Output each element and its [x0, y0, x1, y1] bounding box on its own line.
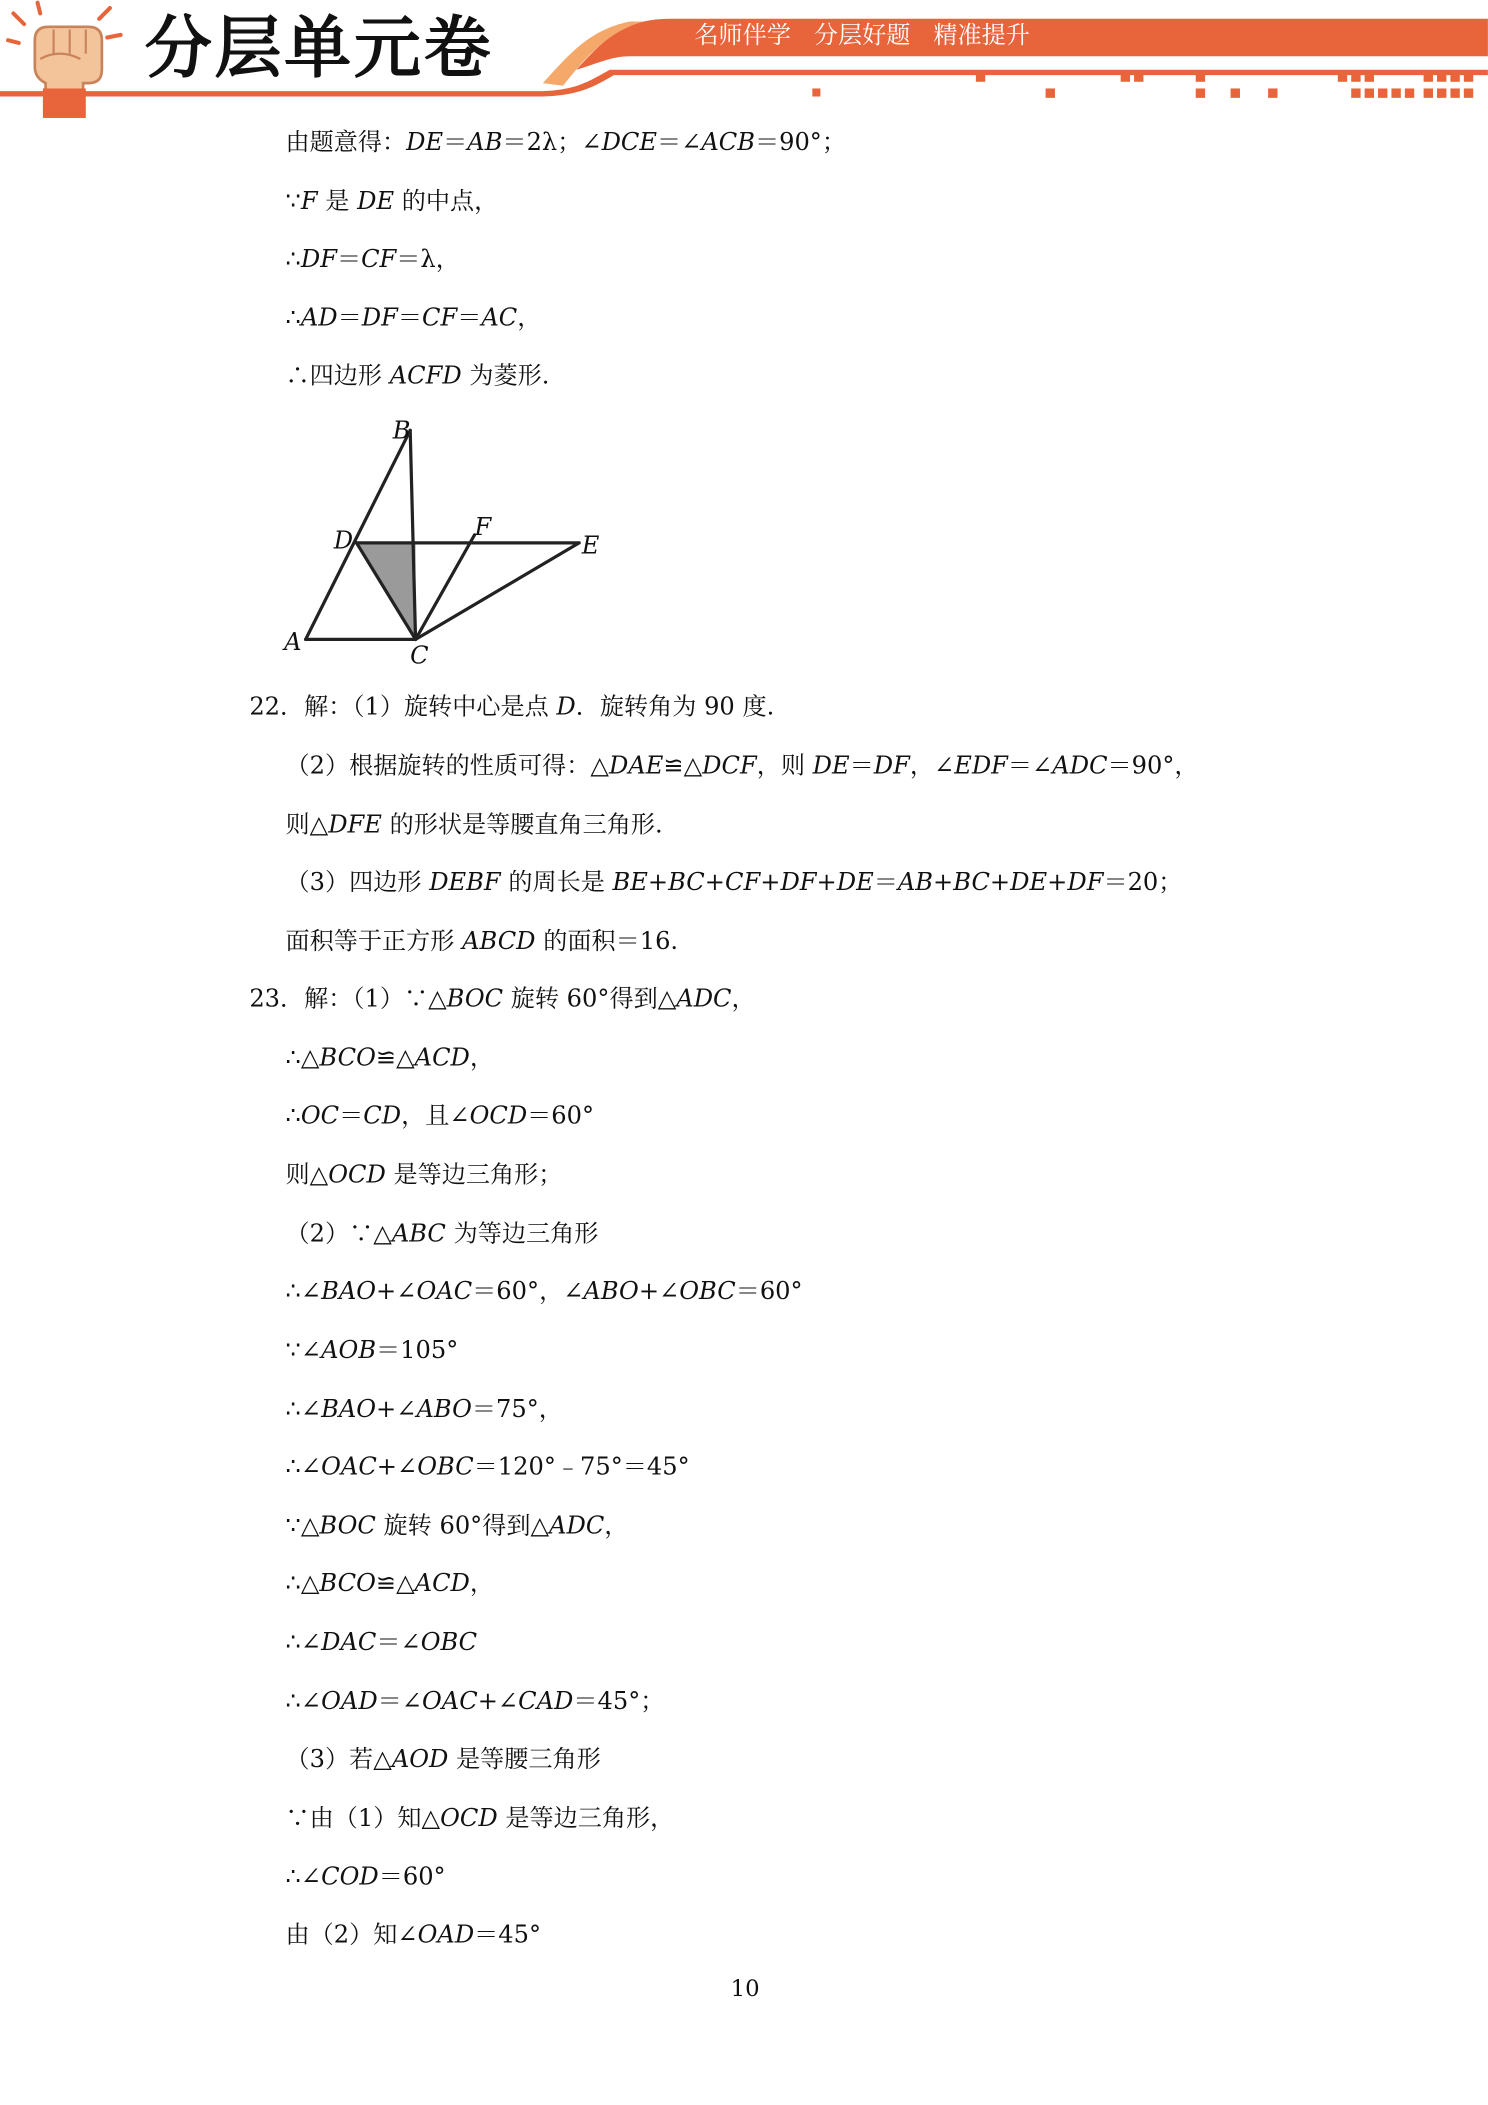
- text-run: 是等边三角形；: [385, 1160, 563, 1190]
- math-symbol: DCE: [601, 128, 657, 157]
- text-run: ＝60°: [527, 1101, 595, 1131]
- math-symbol: OBC: [417, 1453, 474, 1482]
- text-run: ＝: [336, 245, 362, 274]
- text-run: （3）四边形: [285, 868, 430, 897]
- math-symbol: ABO: [416, 1395, 472, 1424]
- text-run: ∴∠: [285, 1628, 322, 1657]
- text-run: ∴△: [285, 1569, 320, 1598]
- text-run: ，: [469, 1569, 495, 1598]
- math-symbol: ACB: [701, 128, 755, 157]
- text-run: ∴∠: [285, 1687, 322, 1716]
- text-line: [286, 925, 679, 960]
- math-symbol: OBC: [679, 1277, 736, 1306]
- point-label-f: F: [474, 512, 492, 541]
- text-run: ∴∠: [285, 1277, 322, 1306]
- text-run: ＝: [397, 304, 423, 333]
- math-symbol: BE: [612, 868, 648, 897]
- math-symbol: BAO: [321, 1395, 377, 1424]
- math-symbol: EDF: [954, 752, 1008, 781]
- text-line: [286, 126, 846, 161]
- text-run: ＝90°；: [754, 128, 847, 157]
- text-run: 22．解：（1）旋转中心是点: [249, 693, 557, 722]
- geometry-figure: [268, 409, 617, 677]
- text-run: ，: [604, 1512, 629, 1541]
- text-run: ＝: [443, 128, 468, 157]
- text-run: ＝: [339, 1101, 364, 1131]
- text-line: [286, 1567, 494, 1602]
- text-run: ，则: [756, 752, 813, 781]
- math-symbol: ACD: [414, 1569, 470, 1598]
- text-line: [286, 1275, 803, 1310]
- math-symbol: ABO: [583, 1277, 639, 1306]
- text-line: [249, 983, 755, 1018]
- text-run: ∴: [285, 245, 301, 274]
- math-symbol: OCD: [440, 1804, 498, 1833]
- text-run: 是等边三角形，: [497, 1804, 675, 1833]
- text-run: 则△: [285, 811, 329, 840]
- math-symbol: OBC: [420, 1628, 478, 1657]
- text-run: 的面积＝16.: [535, 927, 679, 956]
- text-line: [286, 1509, 629, 1544]
- text-run: ，: [731, 985, 756, 1014]
- math-symbol: BCO: [319, 1044, 376, 1073]
- text-run: ＝60°: [378, 1863, 446, 1892]
- text-run: +∠: [376, 1395, 417, 1424]
- text-run: 旋转 60°得到△: [503, 985, 677, 1014]
- math-symbol: OAC: [416, 1277, 473, 1306]
- point-label-e: E: [581, 531, 600, 560]
- text-run: +: [704, 868, 726, 897]
- text-run: 的中点，: [394, 187, 499, 216]
- text-run: ∵∠: [285, 1336, 322, 1365]
- math-symbol: OCD: [469, 1101, 528, 1131]
- text-line: [286, 1158, 563, 1193]
- math-symbol: CD: [363, 1101, 402, 1131]
- text-run: 为等边三角形: [445, 1219, 599, 1249]
- point-label-a: A: [284, 628, 302, 657]
- math-symbol: OCD: [328, 1160, 386, 1190]
- math-symbol: DE: [1010, 868, 1048, 897]
- math-symbol: CF: [361, 245, 397, 274]
- text-line: [286, 1918, 542, 1953]
- text-run: +∠: [376, 1453, 418, 1482]
- text-run: 23．解：（1）∵△: [249, 985, 447, 1014]
- math-symbol: DF: [873, 752, 910, 781]
- math-symbol: DF: [300, 245, 337, 274]
- text-line: [286, 1626, 478, 1661]
- header-slogan: 名师伴学 分层好题 精准提升: [694, 21, 1030, 50]
- text-run: ，∠: [909, 752, 955, 781]
- math-symbol: DF: [361, 304, 398, 333]
- math-symbol: AB: [467, 128, 503, 157]
- math-symbol: ADC: [1052, 752, 1108, 781]
- text-line: [286, 359, 550, 394]
- text-run: ∴: [285, 1101, 301, 1131]
- segment-ce: [416, 543, 580, 640]
- math-symbol: D: [556, 693, 576, 722]
- text-line: [286, 243, 460, 278]
- text-run: ≌△: [663, 752, 703, 781]
- math-symbol: AB: [897, 868, 934, 897]
- text-run: +: [816, 868, 837, 897]
- text-line: [286, 1334, 459, 1369]
- text-run: ∵△: [285, 1512, 320, 1541]
- text-run: ∴: [285, 304, 301, 333]
- text-run: 的周长是: [500, 868, 613, 897]
- text-run: ∴∠: [285, 1395, 322, 1424]
- math-symbol: CF: [725, 868, 761, 897]
- text-run: （2）根据旋转的性质可得：△: [285, 752, 609, 781]
- text-run: +∠: [638, 1277, 680, 1306]
- math-symbol: OAC: [321, 1453, 377, 1482]
- text-run: ∴∠: [285, 1453, 322, 1482]
- math-symbol: COD: [321, 1863, 379, 1892]
- raised-fist-icon: [5, 0, 139, 121]
- text-line: [286, 1802, 675, 1837]
- math-symbol: BC: [668, 868, 705, 897]
- text-run: ＝60°，∠: [472, 1277, 584, 1306]
- text-line: [286, 1685, 665, 1720]
- text-run: ＝λ，: [396, 245, 460, 274]
- header-title: 分层单元卷: [144, 9, 494, 88]
- text-run: ＝2λ；∠: [502, 128, 602, 157]
- text-run: +∠: [376, 1277, 417, 1306]
- text-line: [249, 690, 774, 725]
- math-symbol: BCO: [319, 1569, 376, 1598]
- text-run: ＝105°: [376, 1336, 459, 1365]
- math-symbol: ADC: [676, 985, 732, 1014]
- header-banner: [0, 0, 1488, 121]
- text-line: [286, 1217, 599, 1252]
- math-symbol: F: [300, 187, 318, 216]
- math-symbol: CAD: [518, 1687, 574, 1716]
- text-run: ＝45°；: [573, 1687, 665, 1716]
- text-run: ≌△: [375, 1569, 415, 1598]
- text-run: +∠: [477, 1687, 519, 1716]
- math-symbol: DF: [780, 868, 817, 897]
- text-run: ＝120°﹣75°＝45°: [473, 1453, 690, 1482]
- text-run: 面积等于正方形: [285, 927, 463, 956]
- text-run: 由题意得：: [285, 128, 407, 157]
- text-run: ＝: [337, 304, 362, 333]
- math-symbol: ACFD: [389, 361, 462, 391]
- math-symbol: CF: [422, 304, 458, 333]
- text-run: ∴四边形: [285, 361, 390, 391]
- math-symbol: OAD: [417, 1920, 475, 1950]
- text-run: +: [933, 868, 954, 897]
- text-run: ＝∠: [1007, 752, 1053, 781]
- text-run: 是: [317, 187, 358, 216]
- text-run: ，: [469, 1044, 495, 1073]
- text-run: 旋转 60°得到△: [375, 1512, 550, 1541]
- math-symbol: AC: [481, 304, 518, 333]
- text-run: 是等腰三角形: [448, 1745, 601, 1774]
- math-symbol: AD: [300, 304, 338, 333]
- text-run: ＝∠: [656, 128, 702, 157]
- math-symbol: DCF: [702, 752, 757, 781]
- math-symbol: DF: [1067, 868, 1104, 897]
- math-symbol: DE: [836, 868, 874, 897]
- text-run: ．旋转角为 90 度.: [575, 693, 775, 722]
- text-run: ＝75°，: [471, 1395, 563, 1424]
- math-symbol: DAE: [608, 752, 664, 781]
- text-run: +: [1047, 868, 1068, 897]
- text-run: ，且∠: [401, 1101, 470, 1131]
- math-symbol: DE: [357, 187, 395, 216]
- math-symbol: DE: [406, 128, 444, 157]
- math-symbol: DEBF: [429, 868, 501, 897]
- math-symbol: ABC: [391, 1219, 446, 1249]
- math-symbol: BOC: [319, 1512, 376, 1541]
- point-label-c: C: [410, 641, 429, 670]
- text-line: [286, 808, 663, 843]
- text-run: ＝∠: [377, 1687, 423, 1716]
- point-label-b: B: [392, 416, 411, 445]
- point-label-d: D: [333, 526, 354, 555]
- text-line: [286, 1743, 601, 1778]
- text-line: [286, 1042, 494, 1077]
- math-symbol: OC: [300, 1101, 340, 1131]
- text-run: （3）若△: [285, 1745, 392, 1774]
- math-symbol: AOB: [321, 1336, 377, 1365]
- text-run: ＝60°: [735, 1277, 803, 1306]
- text-line: [286, 1393, 563, 1428]
- text-run: ≌△: [375, 1044, 415, 1073]
- text-run: ，: [517, 304, 542, 333]
- text-run: 的形状是等腰直角三角形.: [381, 811, 663, 840]
- math-symbol: ABCD: [462, 927, 536, 956]
- text-run: ＝90°，: [1107, 752, 1199, 781]
- text-line: [286, 866, 1183, 901]
- text-run: ＝45°: [474, 1920, 542, 1950]
- text-run: ＝: [457, 304, 482, 333]
- math-symbol: BAO: [321, 1277, 377, 1306]
- math-symbol: BC: [953, 868, 990, 897]
- math-symbol: ADC: [549, 1512, 605, 1541]
- text-run: ＝∠: [376, 1628, 421, 1657]
- text-run: +: [989, 868, 1011, 897]
- text-run: ＝: [873, 868, 898, 897]
- text-line: [286, 185, 499, 220]
- text-line: [286, 749, 1199, 784]
- text-run: 由（2）知∠: [285, 1920, 418, 1950]
- text-run: ∴△: [285, 1044, 320, 1073]
- text-run: （2）∵△: [285, 1219, 392, 1249]
- text-run: ∵: [285, 187, 301, 216]
- math-symbol: OAC: [422, 1687, 478, 1716]
- math-symbol: DE: [812, 752, 850, 781]
- text-line: [286, 1450, 690, 1485]
- text-run: ＝20；: [1103, 868, 1183, 897]
- text-run: ∵由（1）知△: [285, 1804, 441, 1833]
- text-run: 为菱形.: [461, 361, 550, 391]
- math-symbol: AOD: [391, 1745, 449, 1774]
- page-number: 10: [730, 1975, 760, 2003]
- text-line: [286, 1099, 595, 1134]
- text-run: 则△: [285, 1160, 329, 1190]
- math-symbol: DAC: [321, 1628, 377, 1657]
- text-line: [286, 1861, 446, 1896]
- math-symbol: DFE: [328, 811, 382, 840]
- text-run: +: [760, 868, 781, 897]
- text-run: ＝: [849, 752, 874, 781]
- math-symbol: BOC: [446, 985, 504, 1014]
- text-line: [286, 302, 542, 337]
- math-symbol: OAD: [321, 1687, 378, 1716]
- math-symbol: ACD: [414, 1044, 470, 1073]
- text-run: +: [647, 868, 669, 897]
- text-run: ∴∠: [285, 1863, 322, 1892]
